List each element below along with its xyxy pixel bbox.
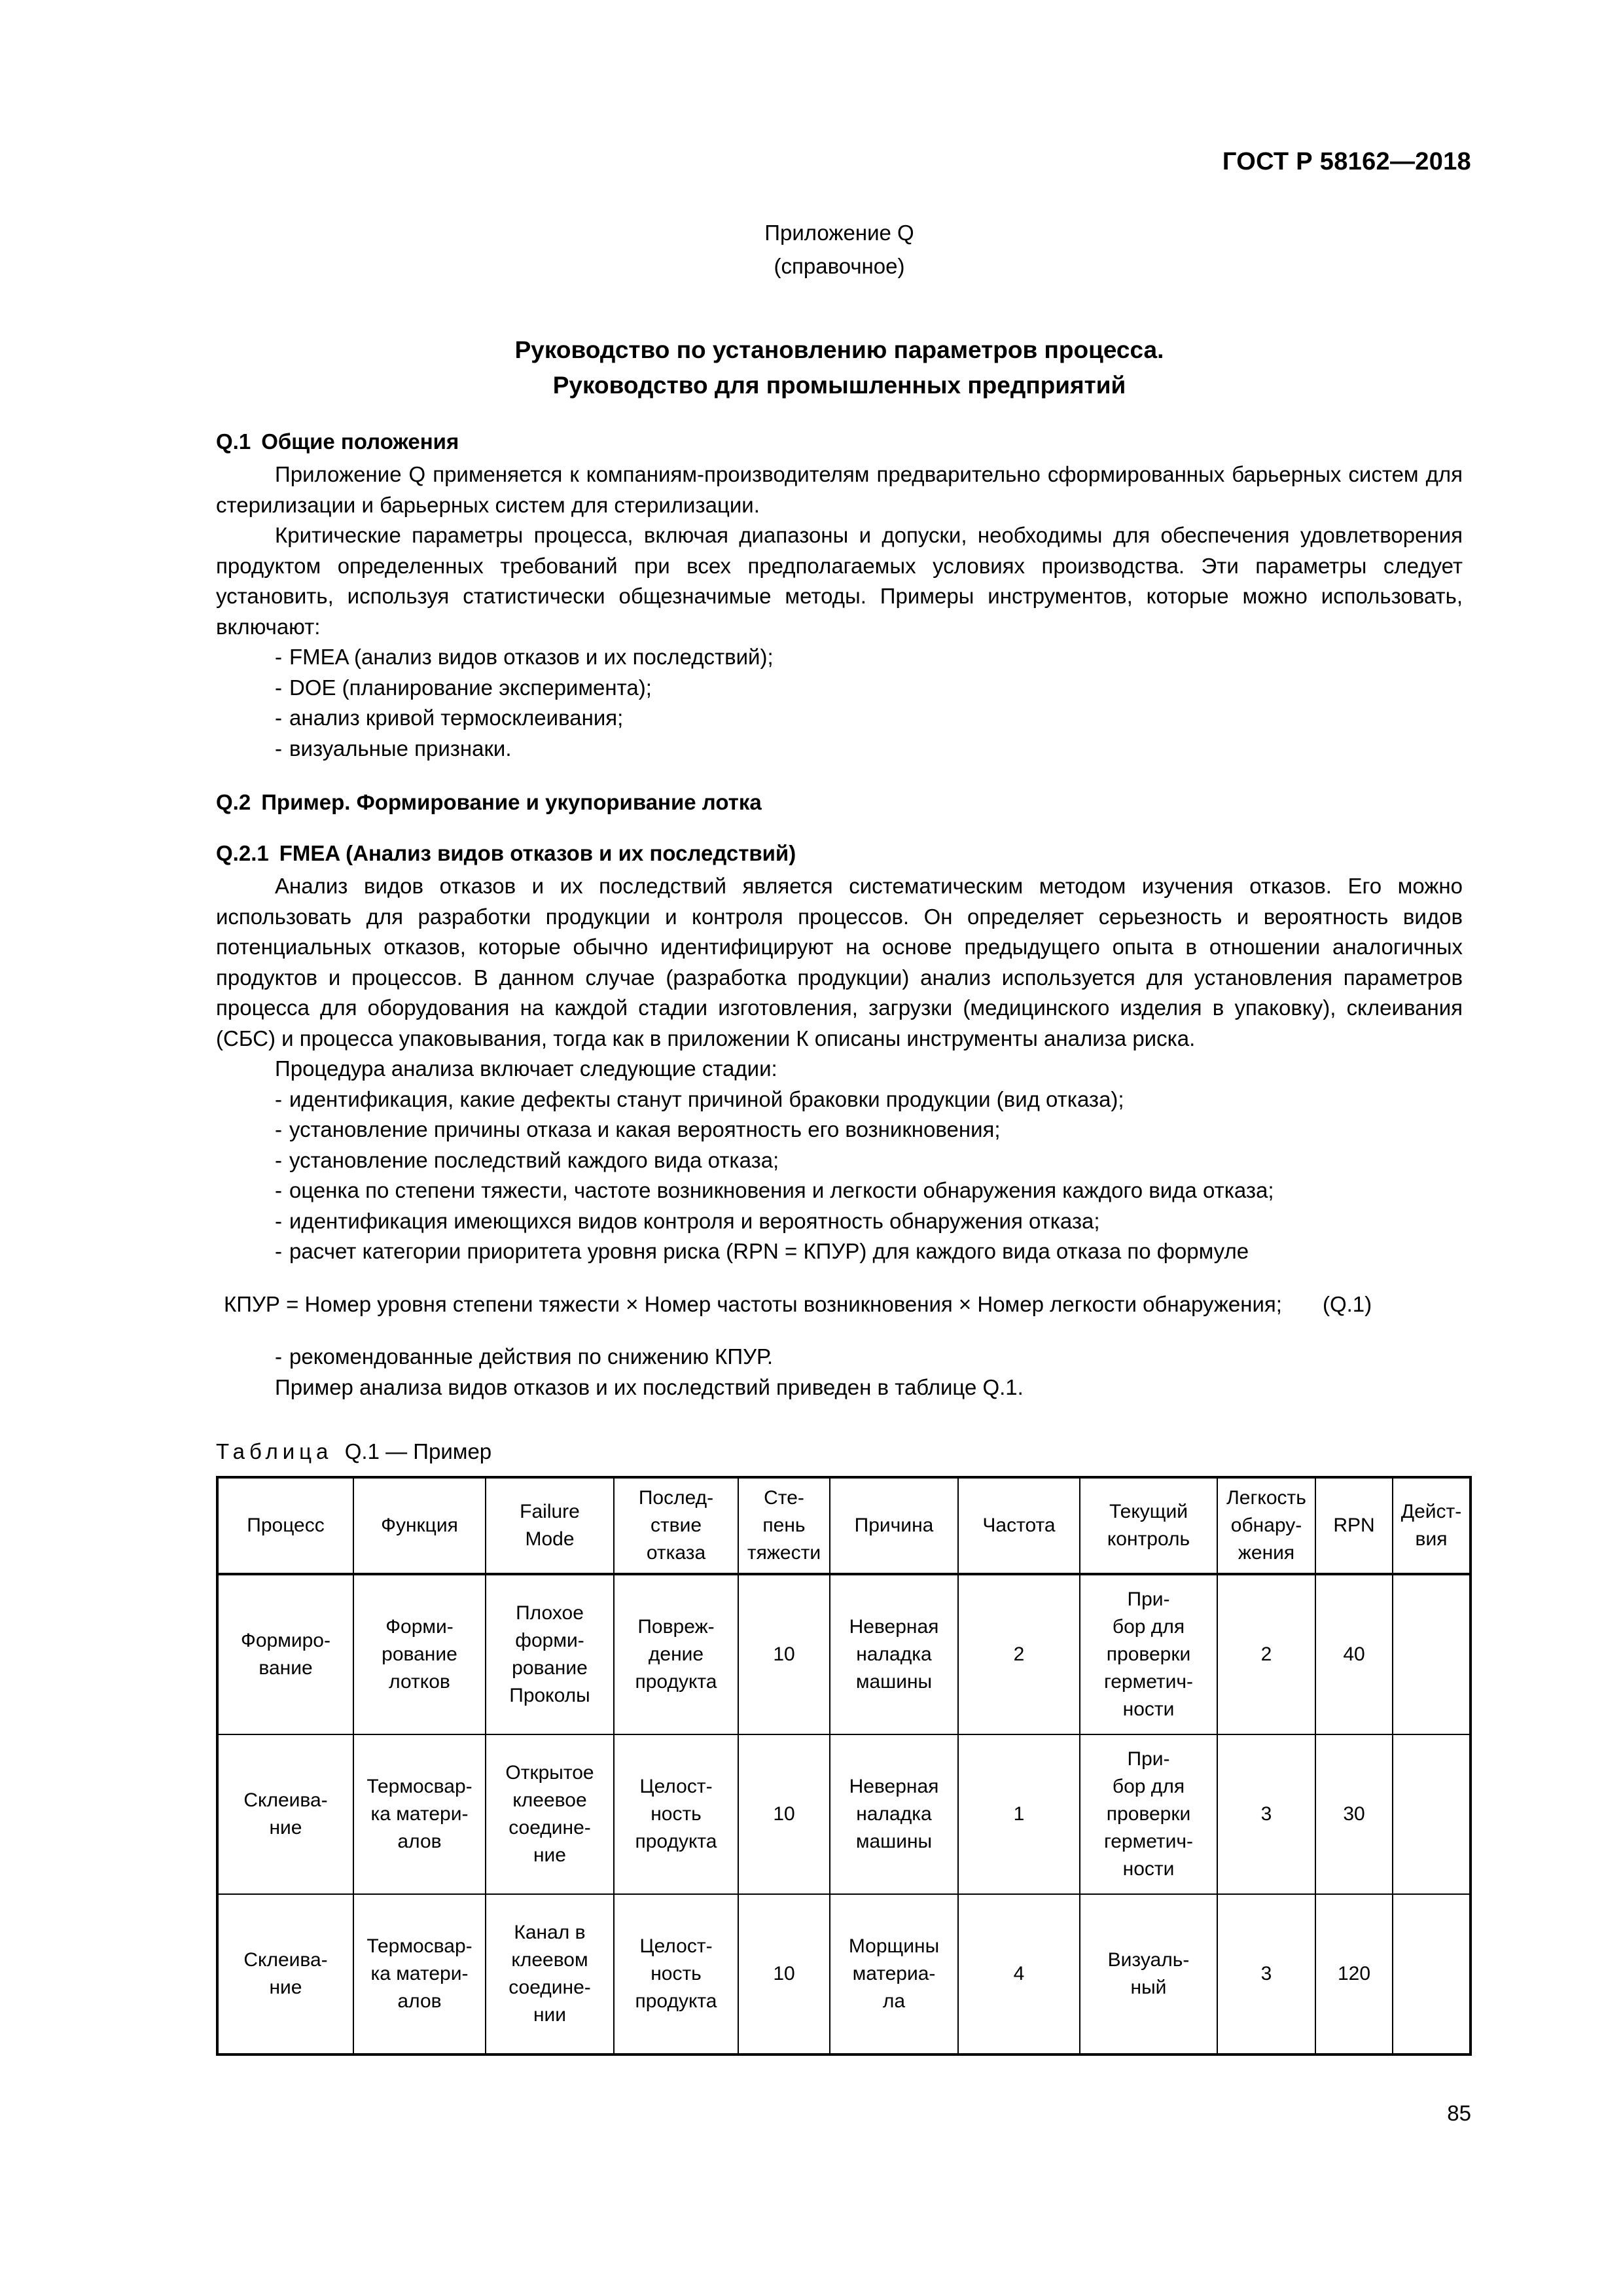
list-item-text: рекомендованные действия по снижению КПУР. bbox=[289, 1344, 774, 1369]
table-row bbox=[217, 1574, 1471, 1734]
list-item bbox=[216, 1115, 1463, 1145]
cell-function: Термосвар- ка матери- алов bbox=[353, 1894, 486, 2054]
cell-occurrence: 2 bbox=[958, 1574, 1080, 1734]
column-header-function: Функция bbox=[353, 1477, 486, 1574]
annex-kind: (справочное) bbox=[774, 254, 905, 278]
cell-current-control: При- бор для проверки герметич- ности bbox=[1080, 1734, 1217, 1894]
cell-rpn: 120 bbox=[1315, 1894, 1393, 2054]
cell-occurrence: 4 bbox=[958, 1894, 1080, 2054]
column-header-failure-mode: Failure Mode bbox=[486, 1477, 614, 1574]
list-item bbox=[216, 673, 1463, 704]
list-item bbox=[216, 703, 1463, 734]
dash-marker: - bbox=[275, 1239, 282, 1263]
annex-block bbox=[216, 216, 1463, 283]
page-title bbox=[216, 332, 1463, 403]
cell-function: Форми- рование лотков bbox=[353, 1574, 486, 1734]
cell-failure-mode: Канал в клеевом соедине- нии bbox=[486, 1894, 614, 2054]
heading-q2-number: Q.2 bbox=[216, 790, 251, 814]
paragraph-q21-1: Анализ видов отказов и их последствий является систематическим методом изучения отказов. Его можно использовать для разработки продукции и контроля процессов. Он определяет серьезность и вероятность видов потенциальных отказов, которые обычно идентифицируют на основе предыдущего опыта в отношении аналогичных продуктов и процессов. В данном случае (разработка продукции) анализ используется для установления параметров процесса для оборудования на каждой стадии изготовления, загрузки (медицинского изделия в упаковку), склеивания (СБС) и процесса упаковывания, тогда как в приложении К описаны инструменты анализа риска. bbox=[216, 874, 1463, 1050]
cell-detectability: 2 bbox=[1217, 1574, 1315, 1734]
dash-marker: - bbox=[275, 1178, 282, 1202]
dash-marker: - bbox=[275, 1208, 282, 1233]
paragraph-q21-2: Процедура анализа включает следующие стадии: bbox=[275, 1056, 777, 1081]
cell-effect: Повреж- дение продукта bbox=[614, 1574, 738, 1734]
heading-q21 bbox=[216, 841, 1463, 866]
dash-marker: - bbox=[275, 736, 282, 761]
list-item bbox=[216, 1206, 1463, 1237]
list-item bbox=[216, 1342, 1463, 1372]
dash-marker: - bbox=[275, 706, 282, 730]
column-header-rpn: RPN bbox=[1315, 1477, 1393, 1574]
paragraph-q1-1: Приложение Q применяется к компаниям-производителям предварительно сформированных барьерных систем для стерилизации и барьерных систем для стерилизации. bbox=[216, 462, 1463, 517]
cell-process: Формиро- вание bbox=[217, 1574, 353, 1734]
list-item bbox=[216, 1175, 1463, 1206]
page-number: 85 bbox=[1447, 2101, 1471, 2125]
heading-q2-text: Пример. Формирование и укупоривание лотка bbox=[261, 790, 762, 814]
cell-cause: Неверная наладка машины bbox=[830, 1574, 958, 1734]
table-caption-prefix: Таблица bbox=[216, 1439, 333, 1463]
annex-label: Приложение Q bbox=[764, 221, 914, 245]
dash-marker: - bbox=[275, 645, 282, 669]
column-header-effect: Послед- ствие отказа bbox=[614, 1477, 738, 1574]
cell-failure-mode: Открытое клеевое соедине- ние bbox=[486, 1734, 614, 1894]
cell-detectability: 3 bbox=[1217, 1734, 1315, 1894]
dash-marker: - bbox=[275, 675, 282, 700]
column-header-actions: Дейст- вия bbox=[1393, 1477, 1471, 1574]
list-item-text: установление причины отказа и какая вероятность его возникновения; bbox=[289, 1117, 1001, 1141]
cell-effect: Целост- ность продукта bbox=[614, 1734, 738, 1894]
cell-current-control: При- бор для проверки герметич- ности bbox=[1080, 1574, 1217, 1734]
table-header-row bbox=[217, 1477, 1471, 1574]
list-item-text: визуальные признаки. bbox=[289, 736, 512, 761]
list-item-text: идентификация, какие дефекты станут причиной браковки продукции (вид отказа); bbox=[289, 1086, 1124, 1111]
formula-number: (Q.1) bbox=[1322, 1291, 1372, 1316]
table-caption-rest: Q.1 — Пример bbox=[344, 1439, 492, 1463]
cell-rpn: 40 bbox=[1315, 1574, 1393, 1734]
list-item-text: расчет категории приоритета уровня риска (RPN = КПУР) для каждого вида отказа по формуле bbox=[289, 1239, 1249, 1263]
cell-cause: Морщины материа- ла bbox=[830, 1894, 958, 2054]
table-row bbox=[217, 1734, 1471, 1894]
heading-q21-text: FMEA (Анализ видов отказов и их последствий) bbox=[279, 841, 796, 865]
page-content bbox=[216, 216, 1463, 2056]
dash-marker: - bbox=[275, 1117, 282, 1141]
heading-q21-number: Q.2.1 bbox=[216, 841, 269, 865]
tools-list bbox=[216, 642, 1463, 764]
formula-row bbox=[216, 1289, 1463, 1320]
column-header-occurrence: Частота bbox=[958, 1477, 1080, 1574]
heading-q1 bbox=[216, 429, 1463, 454]
column-header-cause: Причина bbox=[830, 1477, 958, 1574]
list-item-text: установление последствий каждого вида отказа; bbox=[289, 1147, 779, 1172]
column-header-detectability: Легкость обнару- жения bbox=[1217, 1477, 1315, 1574]
cell-failure-mode: Плохое форми- рование Проколы bbox=[486, 1574, 614, 1734]
cell-occurrence: 1 bbox=[958, 1734, 1080, 1894]
column-header-process: Процесс bbox=[217, 1477, 353, 1574]
heading-q2 bbox=[216, 790, 1463, 815]
list-item bbox=[216, 1085, 1463, 1115]
paragraph-q1-2: Критические параметры процесса, включая диапазоны и допуски, необходимы для обеспечения удовлетворения продуктом определенных требований при всех предполагаемых условиях производства. Эти параметры следует установить, используя статистически общезначимые методы. Примеры инструментов, которые можно использовать, включают: bbox=[216, 523, 1463, 639]
stages-list-after bbox=[216, 1342, 1463, 1372]
cell-cause: Неверная наладка машины bbox=[830, 1734, 958, 1894]
list-item bbox=[216, 1145, 1463, 1176]
cell-effect: Целост- ность продукта bbox=[614, 1894, 738, 2054]
cell-severity: 10 bbox=[738, 1734, 830, 1894]
list-item-text: DOE (планирование эксперимента); bbox=[289, 675, 652, 700]
cell-current-control: Визуаль- ный bbox=[1080, 1894, 1217, 2054]
cell-function: Термосвар- ка матери- алов bbox=[353, 1734, 486, 1894]
list-item-text: идентификация имеющихся видов контроля и вероятность обнаружения отказа; bbox=[289, 1208, 1100, 1233]
list-item bbox=[216, 734, 1463, 764]
fmea-table bbox=[216, 1476, 1472, 2056]
cell-severity: 10 bbox=[738, 1574, 830, 1734]
dash-marker: - bbox=[275, 1147, 282, 1172]
list-item-text: FMEA (анализ видов отказов и их последствий); bbox=[289, 645, 774, 669]
column-header-current-control: Текущий контроль bbox=[1080, 1477, 1217, 1574]
heading-q1-number: Q.1 bbox=[216, 429, 251, 454]
table-row bbox=[217, 1894, 1471, 2054]
cell-severity: 10 bbox=[738, 1894, 830, 2054]
list-item bbox=[216, 642, 1463, 673]
dash-marker: - bbox=[275, 1344, 282, 1369]
cell-rpn: 30 bbox=[1315, 1734, 1393, 1894]
page-title-line-1: Руководство по установлению параметров процесса. bbox=[514, 336, 1164, 363]
page-title-line-2: Руководство для промышленных предприятий bbox=[552, 372, 1126, 399]
list-item-text: анализ кривой термосклеивания; bbox=[289, 706, 624, 730]
column-header-severity: Сте- пень тяжести bbox=[738, 1477, 830, 1574]
cell-actions bbox=[1393, 1574, 1471, 1734]
table-caption bbox=[216, 1439, 1463, 1464]
standard-id-header: ГОСТ Р 58162—2018 bbox=[1222, 148, 1471, 175]
list-item bbox=[216, 1236, 1463, 1267]
dash-marker: - bbox=[275, 1086, 282, 1111]
formula-text: КПУР = Номер уровня степени тяжести × Номер частоты возникновения × Номер легкости обнаружения; bbox=[224, 1291, 1282, 1316]
heading-q1-text: Общие положения bbox=[261, 429, 459, 454]
list-item-text: оценка по степени тяжести, частоте возникновения и легкости обнаружения каждого вида отказа; bbox=[289, 1178, 1274, 1202]
cell-actions bbox=[1393, 1894, 1471, 2054]
stages-list bbox=[216, 1085, 1463, 1267]
paragraph-q21-3: Пример анализа видов отказов и их последствий приведен в таблице Q.1. bbox=[275, 1374, 1024, 1399]
cell-process: Склеива- ние bbox=[217, 1734, 353, 1894]
cell-process: Склеива- ние bbox=[217, 1894, 353, 2054]
cell-detectability: 3 bbox=[1217, 1894, 1315, 2054]
cell-actions bbox=[1393, 1734, 1471, 1894]
